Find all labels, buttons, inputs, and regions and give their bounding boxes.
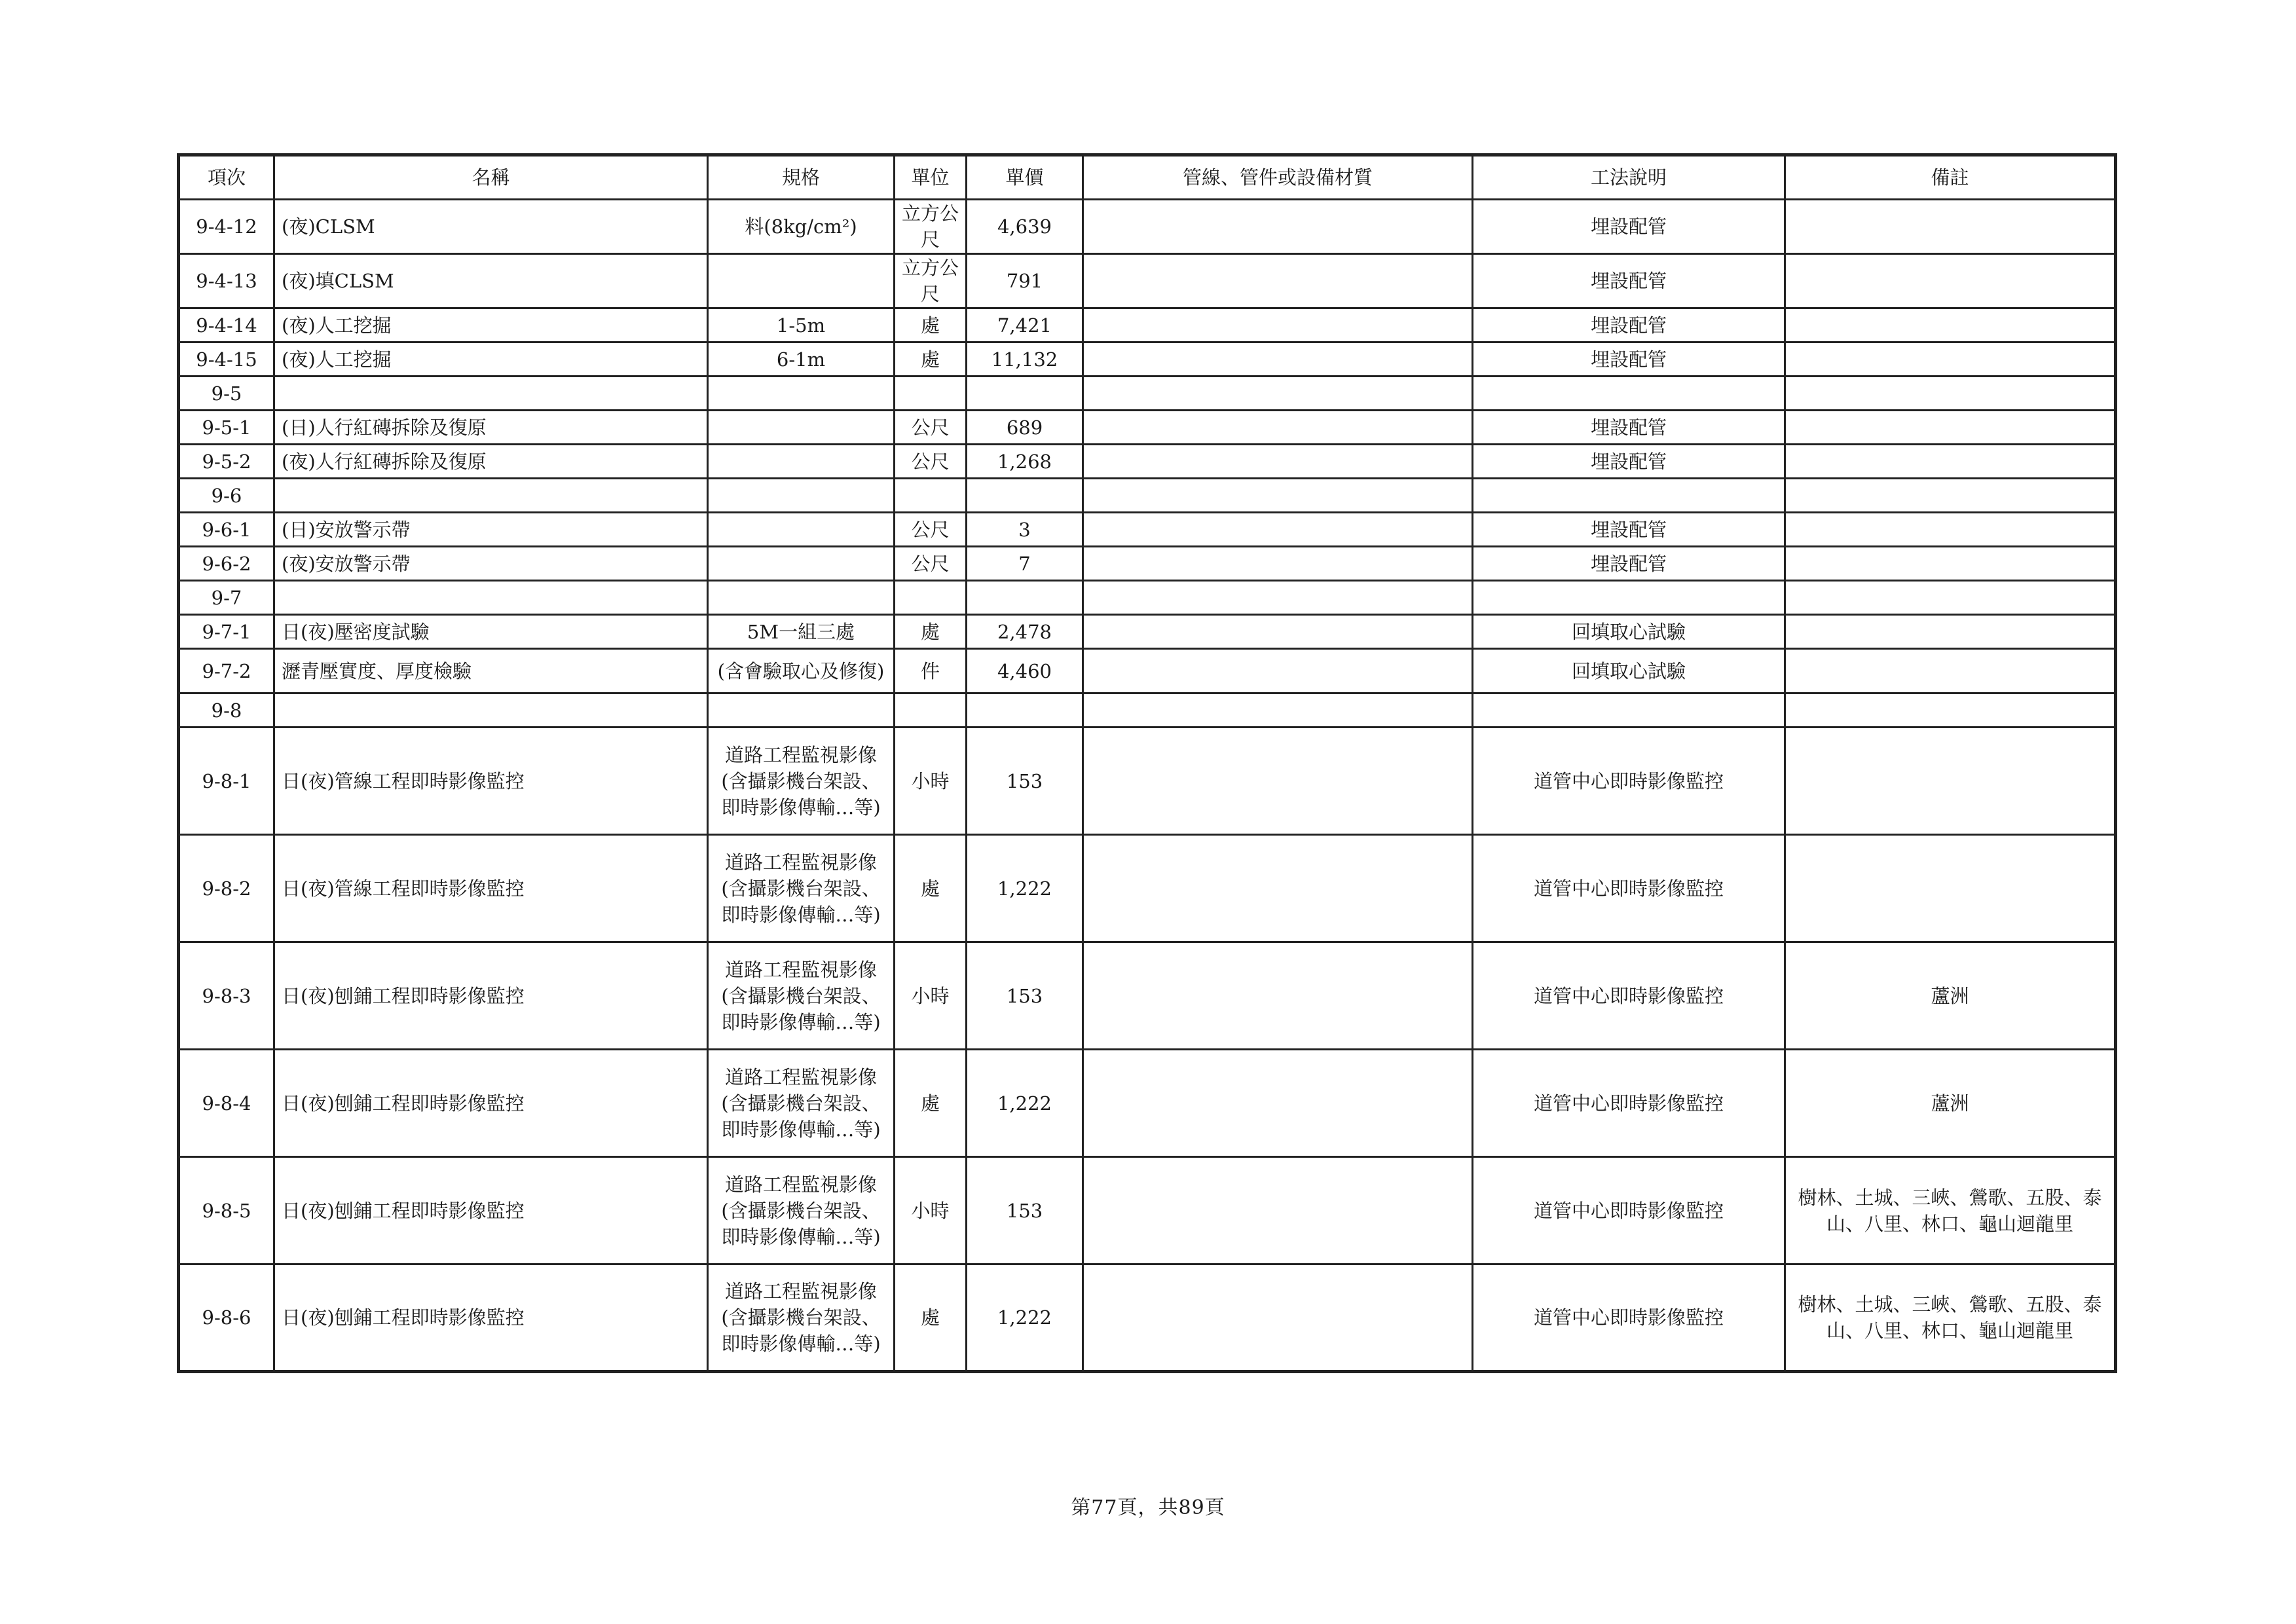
cell-method: 道管中心即時影像監控	[1473, 1050, 1785, 1157]
cell-spec	[708, 581, 895, 615]
cell-name: (夜)CLSM	[274, 200, 708, 254]
cell-material	[1083, 308, 1473, 342]
cell-note	[1785, 200, 2116, 254]
table-row	[179, 411, 2116, 445]
table-row	[179, 1264, 2116, 1372]
cell-code: 9-7	[179, 581, 274, 615]
cell-note	[1785, 411, 2116, 445]
cell-spec	[708, 547, 895, 581]
cell-method: 道管中心即時影像監控	[1473, 728, 1785, 835]
cell-unit: 小時	[895, 942, 967, 1050]
cell-spec	[708, 479, 895, 513]
cell-unit: 處	[895, 342, 967, 377]
unit-price-table	[177, 153, 2117, 1373]
cell-material	[1083, 411, 1473, 445]
cell-code: 9-7-2	[179, 649, 274, 693]
cell-name: 日(夜)壓密度試驗	[274, 615, 708, 649]
table-row	[179, 547, 2116, 581]
cell-unit: 小時	[895, 1157, 967, 1264]
cell-method	[1473, 693, 1785, 728]
cell-spec	[708, 377, 895, 411]
cell-price: 153	[967, 942, 1083, 1050]
cell-note: 蘆洲	[1785, 942, 2116, 1050]
cell-method: 回填取心試驗	[1473, 615, 1785, 649]
cell-name: 瀝青壓實度、厚度檢驗	[274, 649, 708, 693]
cell-unit: 件	[895, 649, 967, 693]
header-method: 工法說明	[1473, 155, 1785, 200]
table-row	[179, 254, 2116, 308]
cell-code: 9-8-4	[179, 1050, 274, 1157]
cell-unit	[895, 581, 967, 615]
cell-note: 樹林、土城、三峽、鶯歌、五股、泰山、八里、林口、龜山迴龍里	[1785, 1264, 2116, 1372]
cell-material	[1083, 1264, 1473, 1372]
table-row	[179, 615, 2116, 649]
cell-spec: 5M一組三處	[708, 615, 895, 649]
cell-unit	[895, 377, 967, 411]
cell-name: (日)安放警示帶	[274, 513, 708, 547]
cell-unit: 處	[895, 1050, 967, 1157]
cell-material	[1083, 942, 1473, 1050]
table-row	[179, 835, 2116, 942]
header-code: 項次	[179, 155, 274, 200]
cell-unit: 公尺	[895, 547, 967, 581]
cell-note	[1785, 308, 2116, 342]
cell-code: 9-5	[179, 377, 274, 411]
table-row	[179, 200, 2116, 254]
cell-name: (夜)人工挖掘	[274, 342, 708, 377]
cell-material	[1083, 377, 1473, 411]
table-row	[179, 728, 2116, 835]
cell-spec: 道路工程監視影像(含攝影機台架設、即時影像傳輸…等)	[708, 942, 895, 1050]
table-row	[179, 445, 2116, 479]
cell-spec: 道路工程監視影像(含攝影機台架設、即時影像傳輸…等)	[708, 728, 895, 835]
cell-code: 9-8-3	[179, 942, 274, 1050]
cell-spec	[708, 411, 895, 445]
cell-price: 4,639	[967, 200, 1083, 254]
cell-note	[1785, 479, 2116, 513]
table-row	[179, 377, 2116, 411]
cell-unit: 立方公尺	[895, 254, 967, 308]
cell-price: 1,222	[967, 1264, 1083, 1372]
cell-unit: 小時	[895, 728, 967, 835]
cell-method: 埋設配管	[1473, 547, 1785, 581]
cell-price: 11,132	[967, 342, 1083, 377]
cell-method: 埋設配管	[1473, 411, 1785, 445]
cell-method: 回填取心試驗	[1473, 649, 1785, 693]
document-sheet	[177, 153, 2114, 1373]
header-name: 名稱	[274, 155, 708, 200]
page-number: 第77頁，共89頁	[1071, 1496, 1225, 1519]
cell-name: (夜)人行紅磚拆除及復原	[274, 445, 708, 479]
cell-material	[1083, 1157, 1473, 1264]
cell-spec: 料(8kg/cm²)	[708, 200, 895, 254]
cell-code: 9-8-6	[179, 1264, 274, 1372]
cell-price: 1,268	[967, 445, 1083, 479]
cell-price	[967, 581, 1083, 615]
cell-note	[1785, 615, 2116, 649]
cell-material	[1083, 445, 1473, 479]
header-row	[179, 155, 2116, 200]
header-spec: 規格	[708, 155, 895, 200]
cell-unit: 公尺	[895, 513, 967, 547]
cell-name: (日)人行紅磚拆除及復原	[274, 411, 708, 445]
cell-spec	[708, 254, 895, 308]
header-material: 管線、管件或設備材質	[1083, 155, 1473, 200]
cell-code: 9-4-14	[179, 308, 274, 342]
cell-price	[967, 479, 1083, 513]
cell-method: 道管中心即時影像監控	[1473, 942, 1785, 1050]
cell-spec: 道路工程監視影像(含攝影機台架設、即時影像傳輸…等)	[708, 835, 895, 942]
cell-material	[1083, 693, 1473, 728]
cell-name: (夜)人工挖掘	[274, 308, 708, 342]
table-row	[179, 479, 2116, 513]
cell-note	[1785, 649, 2116, 693]
cell-method: 道管中心即時影像監控	[1473, 835, 1785, 942]
table-row	[179, 1157, 2116, 1264]
cell-method: 埋設配管	[1473, 445, 1785, 479]
cell-code: 9-8-1	[179, 728, 274, 835]
cell-material	[1083, 342, 1473, 377]
cell-note	[1785, 445, 2116, 479]
cell-price: 7,421	[967, 308, 1083, 342]
cell-method: 道管中心即時影像監控	[1473, 1157, 1785, 1264]
cell-method: 埋設配管	[1473, 254, 1785, 308]
cell-code: 9-6	[179, 479, 274, 513]
cell-code: 9-8-2	[179, 835, 274, 942]
cell-method: 埋設配管	[1473, 342, 1785, 377]
cell-price: 2,478	[967, 615, 1083, 649]
cell-price: 3	[967, 513, 1083, 547]
table-row	[179, 581, 2116, 615]
table-row	[179, 942, 2116, 1050]
cell-spec: 1-5m	[708, 308, 895, 342]
cell-unit: 處	[895, 615, 967, 649]
cell-material	[1083, 728, 1473, 835]
cell-note	[1785, 342, 2116, 377]
header-price: 單價	[967, 155, 1083, 200]
cell-code: 9-8-5	[179, 1157, 274, 1264]
cell-spec: (含會驗取心及修復)	[708, 649, 895, 693]
cell-spec: 6-1m	[708, 342, 895, 377]
cell-spec	[708, 693, 895, 728]
cell-code: 9-4-12	[179, 200, 274, 254]
cell-method: 道管中心即時影像監控	[1473, 1264, 1785, 1372]
cell-method	[1473, 581, 1785, 615]
table-row	[179, 1050, 2116, 1157]
cell-code: 9-6-1	[179, 513, 274, 547]
cell-material	[1083, 615, 1473, 649]
cell-code: 9-6-2	[179, 547, 274, 581]
cell-note: 蘆洲	[1785, 1050, 2116, 1157]
cell-name: 日(夜)刨鋪工程即時影像監控	[274, 1264, 708, 1372]
cell-method: 埋設配管	[1473, 200, 1785, 254]
cell-unit: 處	[895, 1264, 967, 1372]
cell-unit: 處	[895, 308, 967, 342]
cell-unit: 立方公尺	[895, 200, 967, 254]
cell-price: 1,222	[967, 1050, 1083, 1157]
cell-method	[1473, 479, 1785, 513]
cell-price: 689	[967, 411, 1083, 445]
cell-material	[1083, 547, 1473, 581]
cell-price	[967, 693, 1083, 728]
cell-method	[1473, 377, 1785, 411]
cell-name	[274, 377, 708, 411]
cell-name: 日(夜)刨鋪工程即時影像監控	[274, 1157, 708, 1264]
cell-material	[1083, 254, 1473, 308]
cell-unit: 公尺	[895, 445, 967, 479]
cell-material	[1083, 835, 1473, 942]
cell-note	[1785, 835, 2116, 942]
cell-price: 4,460	[967, 649, 1083, 693]
cell-unit	[895, 693, 967, 728]
cell-name: (夜)填CLSM	[274, 254, 708, 308]
cell-note	[1785, 254, 2116, 308]
cell-name: 日(夜)刨鋪工程即時影像監控	[274, 942, 708, 1050]
cell-unit	[895, 479, 967, 513]
cell-material	[1083, 649, 1473, 693]
cell-name: (夜)安放警示帶	[274, 547, 708, 581]
cell-code: 9-4-15	[179, 342, 274, 377]
cell-note	[1785, 581, 2116, 615]
cell-material	[1083, 513, 1473, 547]
table-row	[179, 513, 2116, 547]
cell-spec: 道路工程監視影像(含攝影機台架設、即時影像傳輸…等)	[708, 1264, 895, 1372]
cell-price: 1,222	[967, 835, 1083, 942]
cell-note: 樹林、土城、三峽、鶯歌、五股、泰山、八里、林口、龜山迴龍里	[1785, 1157, 2116, 1264]
cell-note	[1785, 513, 2116, 547]
cell-spec	[708, 513, 895, 547]
header-note: 備註	[1785, 155, 2116, 200]
header-unit: 單位	[895, 155, 967, 200]
table-row	[179, 342, 2116, 377]
cell-price: 153	[967, 728, 1083, 835]
cell-spec	[708, 445, 895, 479]
cell-note	[1785, 547, 2116, 581]
cell-name	[274, 581, 708, 615]
cell-spec: 道路工程監視影像(含攝影機台架設、即時影像傳輸…等)	[708, 1050, 895, 1157]
cell-unit: 公尺	[895, 411, 967, 445]
cell-code: 9-7-1	[179, 615, 274, 649]
cell-spec: 道路工程監視影像(含攝影機台架設、即時影像傳輸…等)	[708, 1157, 895, 1264]
cell-code: 9-4-13	[179, 254, 274, 308]
cell-price: 791	[967, 254, 1083, 308]
cell-price	[967, 377, 1083, 411]
cell-material	[1083, 581, 1473, 615]
cell-price: 7	[967, 547, 1083, 581]
cell-name: 日(夜)管線工程即時影像監控	[274, 835, 708, 942]
cell-method: 埋設配管	[1473, 308, 1785, 342]
cell-code: 9-5-1	[179, 411, 274, 445]
cell-method: 埋設配管	[1473, 513, 1785, 547]
cell-material	[1083, 200, 1473, 254]
cell-unit: 處	[895, 835, 967, 942]
cell-code: 9-5-2	[179, 445, 274, 479]
cell-material	[1083, 479, 1473, 513]
cell-material	[1083, 1050, 1473, 1157]
table-row	[179, 693, 2116, 728]
table-row	[179, 308, 2116, 342]
cell-note	[1785, 377, 2116, 411]
cell-name	[274, 479, 708, 513]
table-body	[179, 200, 2116, 1372]
cell-price: 153	[967, 1157, 1083, 1264]
cell-name	[274, 693, 708, 728]
table-row	[179, 649, 2116, 693]
cell-note	[1785, 728, 2116, 835]
cell-note	[1785, 693, 2116, 728]
cell-name: 日(夜)管線工程即時影像監控	[274, 728, 708, 835]
cell-code: 9-8	[179, 693, 274, 728]
cell-name: 日(夜)刨鋪工程即時影像監控	[274, 1050, 708, 1157]
